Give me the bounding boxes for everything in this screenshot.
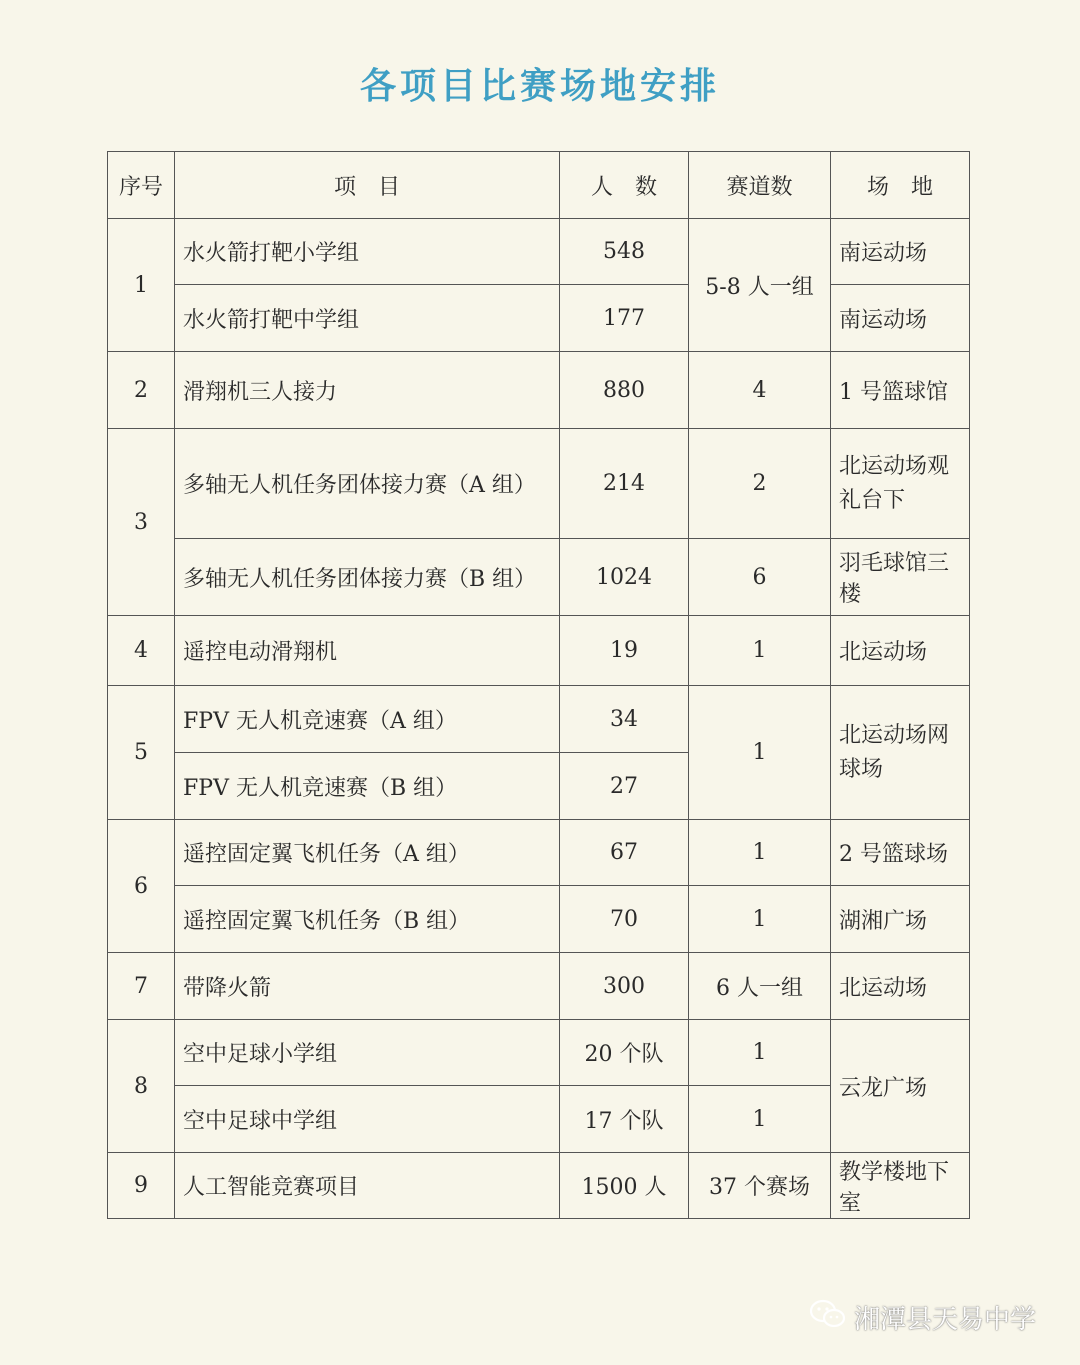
row-venue: 北运动场观礼台下	[831, 429, 970, 539]
row-count: 177	[560, 285, 689, 352]
row-event: 遥控固定翼飞机任务（A 组）	[175, 820, 560, 886]
table-row	[108, 886, 970, 953]
table-header-row	[108, 152, 970, 219]
row-venue: 1 号篮球馆	[831, 352, 970, 429]
row-venue: 北运动场	[831, 953, 970, 1020]
row-seq: 9	[108, 1153, 175, 1219]
wechat-icon	[808, 1298, 848, 1337]
row-lanes: 37 个赛场	[689, 1153, 831, 1219]
row-event: 多轴无人机任务团体接力赛（A 组）	[175, 429, 560, 539]
row-lanes: 5-8 人一组	[689, 219, 831, 352]
row-count: 214	[560, 429, 689, 539]
row-seq: 1	[108, 219, 175, 352]
header-venue: 场 地	[831, 152, 970, 219]
table-row	[108, 820, 970, 886]
row-count: 70	[560, 886, 689, 953]
venue-schedule-table	[107, 151, 970, 1219]
row-count: 1500 人	[560, 1153, 689, 1219]
watermark-text: 湘潭县天易中学	[854, 1305, 1037, 1335]
row-venue: 北运动场网球场	[831, 686, 970, 820]
table-row	[108, 1153, 970, 1219]
table-row	[108, 429, 970, 539]
table-row	[108, 539, 970, 616]
row-lanes: 4	[689, 352, 831, 429]
row-count: 548	[560, 219, 689, 285]
row-count: 27	[560, 753, 689, 820]
header-seq: 序号	[108, 152, 175, 219]
row-lanes: 6	[689, 539, 831, 616]
row-event: 遥控固定翼飞机任务（B 组）	[175, 886, 560, 953]
row-lanes: 1	[689, 616, 831, 686]
row-lanes: 1	[689, 686, 831, 820]
row-count: 1024	[560, 539, 689, 616]
row-seq: 7	[108, 953, 175, 1020]
row-seq: 8	[108, 1020, 175, 1153]
table-row	[108, 953, 970, 1020]
row-event: 人工智能竞赛项目	[175, 1153, 560, 1219]
row-lanes: 6 人一组	[689, 953, 831, 1020]
row-seq: 4	[108, 616, 175, 686]
row-seq: 2	[108, 352, 175, 429]
watermark	[808, 1298, 1036, 1337]
row-venue: 2 号篮球场	[831, 820, 970, 886]
row-count: 67	[560, 820, 689, 886]
row-event: FPV 无人机竞速赛（B 组）	[175, 753, 560, 820]
row-event: FPV 无人机竞速赛（A 组）	[175, 686, 560, 753]
row-lanes: 1	[689, 1086, 831, 1153]
row-count: 19	[560, 616, 689, 686]
page-title: 各项目比赛场地安排	[359, 66, 720, 107]
header-lanes: 赛道数	[689, 152, 831, 219]
table-row	[108, 285, 970, 352]
row-event: 水火箭打靶中学组	[175, 285, 560, 352]
row-count: 34	[560, 686, 689, 753]
row-seq: 6	[108, 820, 175, 953]
row-venue: 教学楼地下室	[831, 1153, 970, 1219]
row-event: 空中足球小学组	[175, 1020, 560, 1086]
row-count: 20 个队	[560, 1020, 689, 1086]
row-seq: 5	[108, 686, 175, 820]
table-row	[108, 1020, 970, 1086]
table-row	[108, 686, 970, 753]
table-row	[108, 616, 970, 686]
row-lanes: 1	[689, 1020, 831, 1086]
row-venue: 南运动场	[831, 219, 970, 285]
row-venue: 北运动场	[831, 616, 970, 686]
row-count: 17 个队	[560, 1086, 689, 1153]
row-venue: 羽毛球馆三楼	[831, 539, 970, 616]
row-seq: 3	[108, 429, 175, 616]
row-event: 带降火箭	[175, 953, 560, 1020]
row-lanes: 1	[689, 820, 831, 886]
row-lanes: 1	[689, 886, 831, 953]
row-venue: 湖湘广场	[831, 886, 970, 953]
row-event: 多轴无人机任务团体接力赛（B 组）	[175, 539, 560, 616]
row-event: 滑翔机三人接力	[175, 352, 560, 429]
row-event: 遥控电动滑翔机	[175, 616, 560, 686]
table-row	[108, 352, 970, 429]
row-lanes: 2	[689, 429, 831, 539]
header-count: 人 数	[560, 152, 689, 219]
row-event: 空中足球中学组	[175, 1086, 560, 1153]
row-venue: 南运动场	[831, 285, 970, 352]
row-count: 880	[560, 352, 689, 429]
row-venue: 云龙广场	[831, 1020, 970, 1153]
table-row	[108, 219, 970, 285]
row-count: 300	[560, 953, 689, 1020]
row-event: 水火箭打靶小学组	[175, 219, 560, 285]
header-event: 项 目	[175, 152, 560, 219]
